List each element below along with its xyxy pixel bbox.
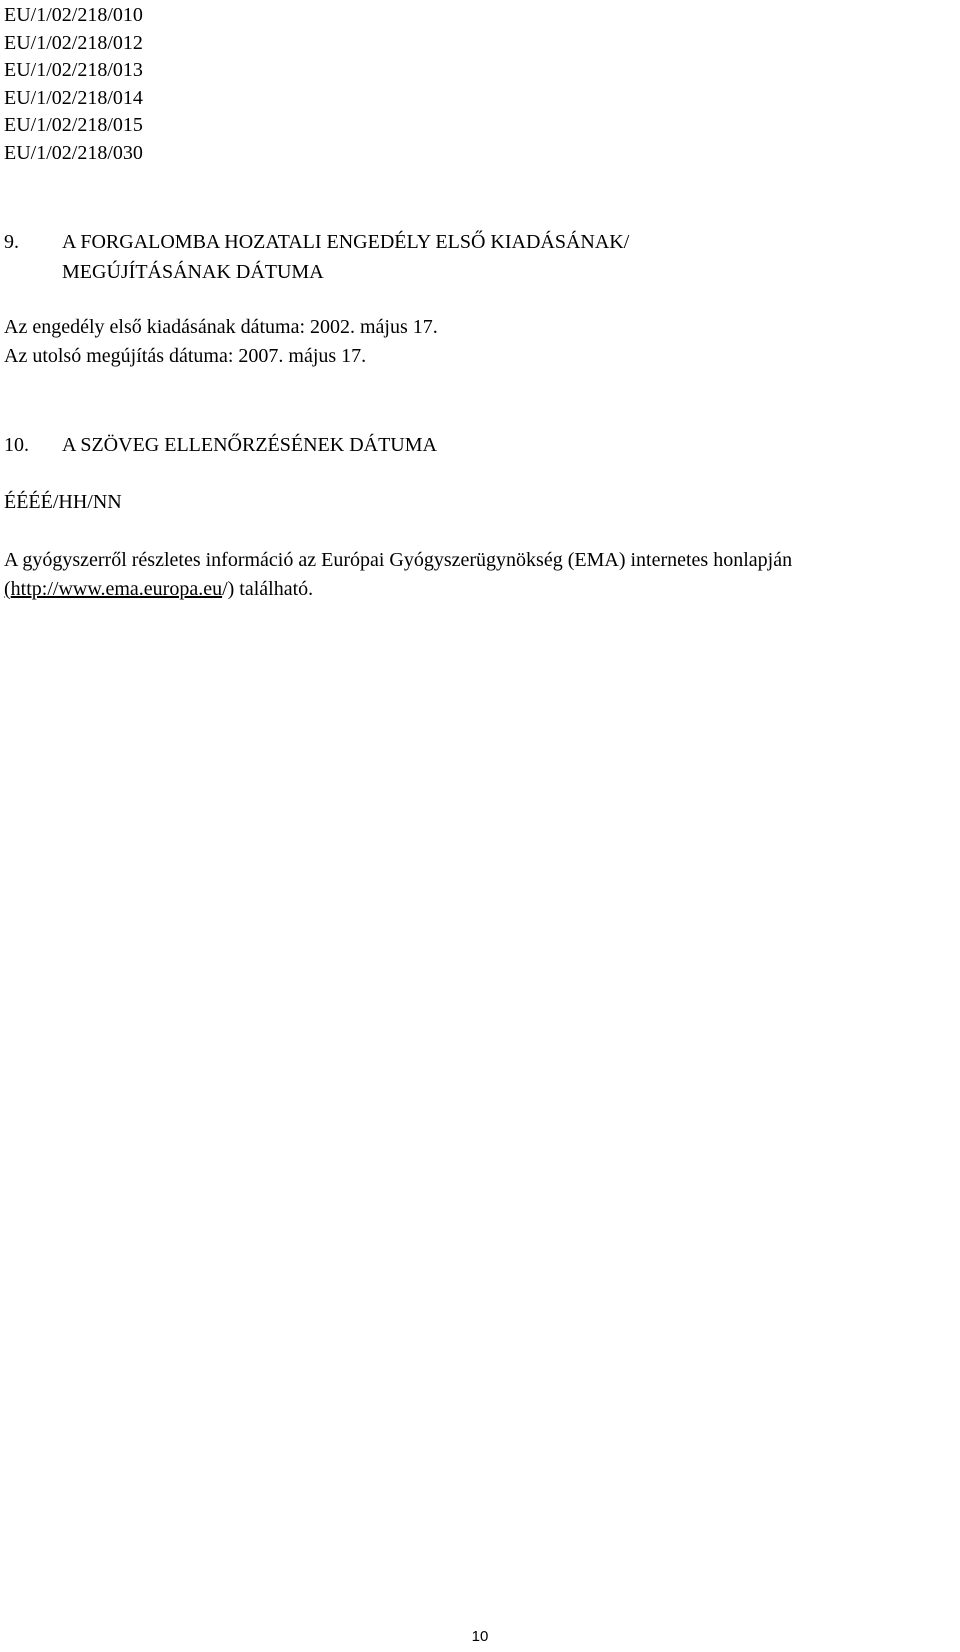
ema-info-tail: /) található. [222, 578, 314, 600]
date-placeholder-text: ÉÉÉÉ/HH/NN [4, 491, 122, 513]
registration-number: EU/1/02/218/012 [4, 31, 143, 54]
section-title [62, 227, 944, 287]
registration-number: EU/1/02/218/015 [4, 114, 143, 136]
ema-info-paragraph [4, 546, 954, 604]
registration-number: EU/1/02/218/013 [4, 59, 143, 81]
section-number: 9. [4, 231, 19, 253]
page-number: 10 [471, 1628, 489, 1645]
authorisation-dates [4, 313, 954, 371]
section-number: 10. [4, 434, 29, 456]
registration-number: EU/1/02/218/010 [4, 4, 143, 26]
revision-date-placeholder [4, 488, 954, 517]
ema-info-line: A gyógyszerről részletes információ az Európai Gyógyszerügynökség (EMA) internetes honlapján [4, 549, 793, 571]
ema-website-link[interactable]: http://www.ema.europa.eu [10, 578, 223, 600]
ema-info-line [4, 575, 954, 604]
registration-number: EU/1/02/218/014 [4, 86, 143, 109]
registration-number-list [4, 2, 143, 167]
section-title-line: MEGÚJÍTÁSÁNAK DÁTUMA [62, 261, 324, 283]
section-9-heading [4, 227, 944, 287]
ema-link-open: ( [4, 578, 11, 600]
section-title-line: A FORGALOMBA HOZATALI ENGEDÉLY ELSŐ KIADÁSÁNAK/ [62, 231, 630, 253]
section-10-heading [4, 430, 944, 460]
registration-number: EU/1/02/218/030 [4, 141, 143, 164]
section-title: A SZÖVEG ELLENŐRZÉSÉNEK DÁTUMA [62, 434, 437, 456]
last-renewal-date: Az utolsó megújítás dátuma: 2007. május 17. [4, 345, 367, 367]
first-authorisation-date: Az engedély első kiadásának dátuma: 2002. május 17. [4, 316, 438, 338]
